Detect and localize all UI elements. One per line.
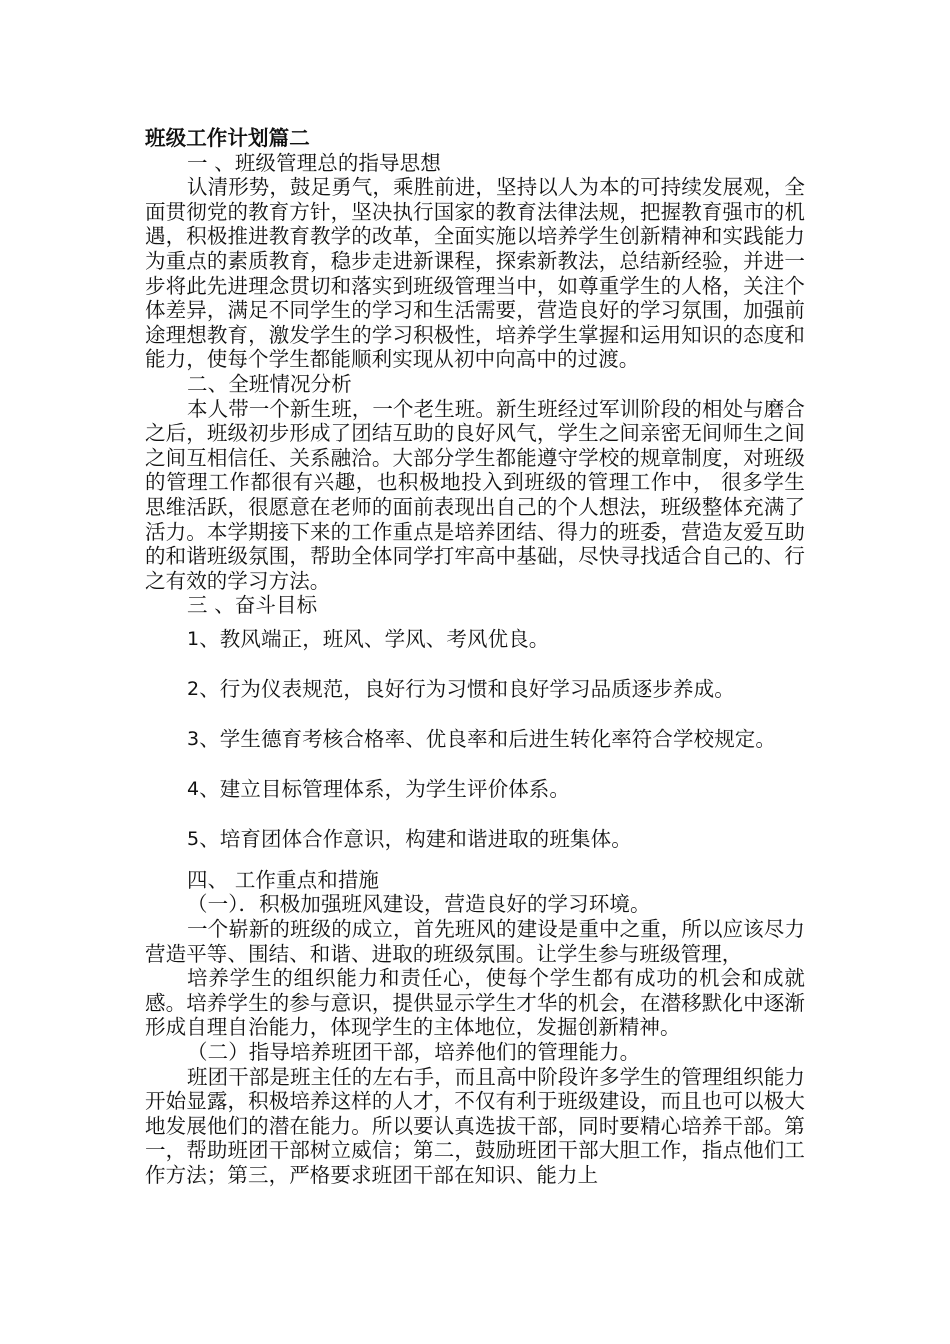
- section1-body: 认清形势，鼓足勇气，乘胜前进，坚持以人为本的可持续发展观，全面贯彻党的教育方针，坚决执行国家的教育法律法规，把握教育强市的机遇，积极推进教育教学的改革，全面实施以培养学生创新精神和实践能力为重点的素质教育，稳步走进新课程，探索新教法，总结新经验，并进一步将此先进理念贯切和落实到班级管理当中，如尊重学生的人格，关注个体差异，满足不同学生的学习和生活需要，营造良好的学习氛围，加强前途理想教育，激发学生的学习积极性，培养学生掌握和运用知识的态度和能力，使每个学生都能顺利实现从初中向高中的过渡。: [145, 175, 805, 372]
- goal-number: 4: [187, 777, 200, 800]
- section3-heading: 三 、奋斗目标: [187, 593, 318, 618]
- sub1-heading: （一）．积极加强班风建设，营造良好的学习环境。: [187, 892, 651, 917]
- section1-heading: 一 、班级管理总的指导思想: [187, 150, 441, 175]
- goal-text: 、培育团体合作意识，构建和谐进取的班集体。: [199, 826, 632, 851]
- sub1-body-part2: 培养学生的组织能力和责任心，使每个学生都有成功的机会和成就感。培养学生的参与意识，提供显示学生才华的机会，在潜移默化中逐渐形成自理自治能力，体现学生的主体地位，发掘创新精神。: [145, 966, 805, 1040]
- goal-text: 、建立目标管理体系，为学生评价体系。: [199, 776, 571, 801]
- sub2-heading: （二）指导培养班团干部，培养他们的管理能力。: [187, 1040, 641, 1065]
- section2-heading: 二、全班情况分析: [187, 371, 352, 396]
- goal-text: 、行为仪表规范，良好行为习惯和良好学习品质逐步养成。: [199, 676, 735, 701]
- section4-heading: 四、 工作重点和措施: [187, 867, 380, 892]
- document-title: 班级工作计划篇二: [145, 126, 310, 150]
- sub2-body: 班团干部是班主任的左右手，而且高中阶段许多学生的管理组织能力开始显露，积极培养这样的人才，不仅有利于班级建设，而且也可以极大地发展他们的潜在能力。所以要认真选拔干部，同时要精心培养干部。第一，帮助班团干部树立威信；第二，鼓励班团干部大胆工作，指点他们工作方法；第三，严格要求班团干部在知识、能力上: [145, 1064, 805, 1187]
- goal-item: [145, 764, 805, 814]
- goal-item: [145, 664, 805, 714]
- goal-text: 、教风端正，班风、学风、考风优良。: [199, 626, 550, 651]
- goal-item: [145, 614, 805, 664]
- goal-number: 3: [187, 727, 200, 750]
- goal-text: 、学生德育考核合格率、优良率和后进生转化率符合学校规定。: [199, 726, 777, 751]
- goals-list: [145, 614, 805, 864]
- sub1-body-part1: 一个崭新的班级的成立，首先班风的建设是重中之重，所以应该尽力营造平等、围结、和谐、进取的班级氛围。让学生参与班级管理，: [145, 917, 805, 966]
- goal-number: 1: [187, 627, 200, 650]
- section2-body: 本人带一个新生班，一个老生班。新生班经过军训阶段的相处与磨合之后，班级初步形成了团结互助的良好风气，学生之间亲密无间师生之间之间互相信任、关系融洽。大部分学生都能遵守学校的规章制度，对班级的管理工作都很有兴趣，也积极地投入到班级的管理工作中， 很多学生思维活跃，很愿意在老师的面前表现出自己的个人想法，班级整体充满了活力。本学期接下来的工作重点是培养团结、得力的班委，营造友爱互助的和谐班级氛围，帮助全体同学打牢高中基础，尽快寻找适合自己的、行之有效的学习方法。: [145, 396, 805, 593]
- goal-item: [145, 714, 805, 764]
- goal-number: 2: [187, 677, 200, 700]
- goal-number: 5: [187, 827, 200, 850]
- goal-item: [145, 814, 805, 864]
- document-page: [145, 126, 805, 1188]
